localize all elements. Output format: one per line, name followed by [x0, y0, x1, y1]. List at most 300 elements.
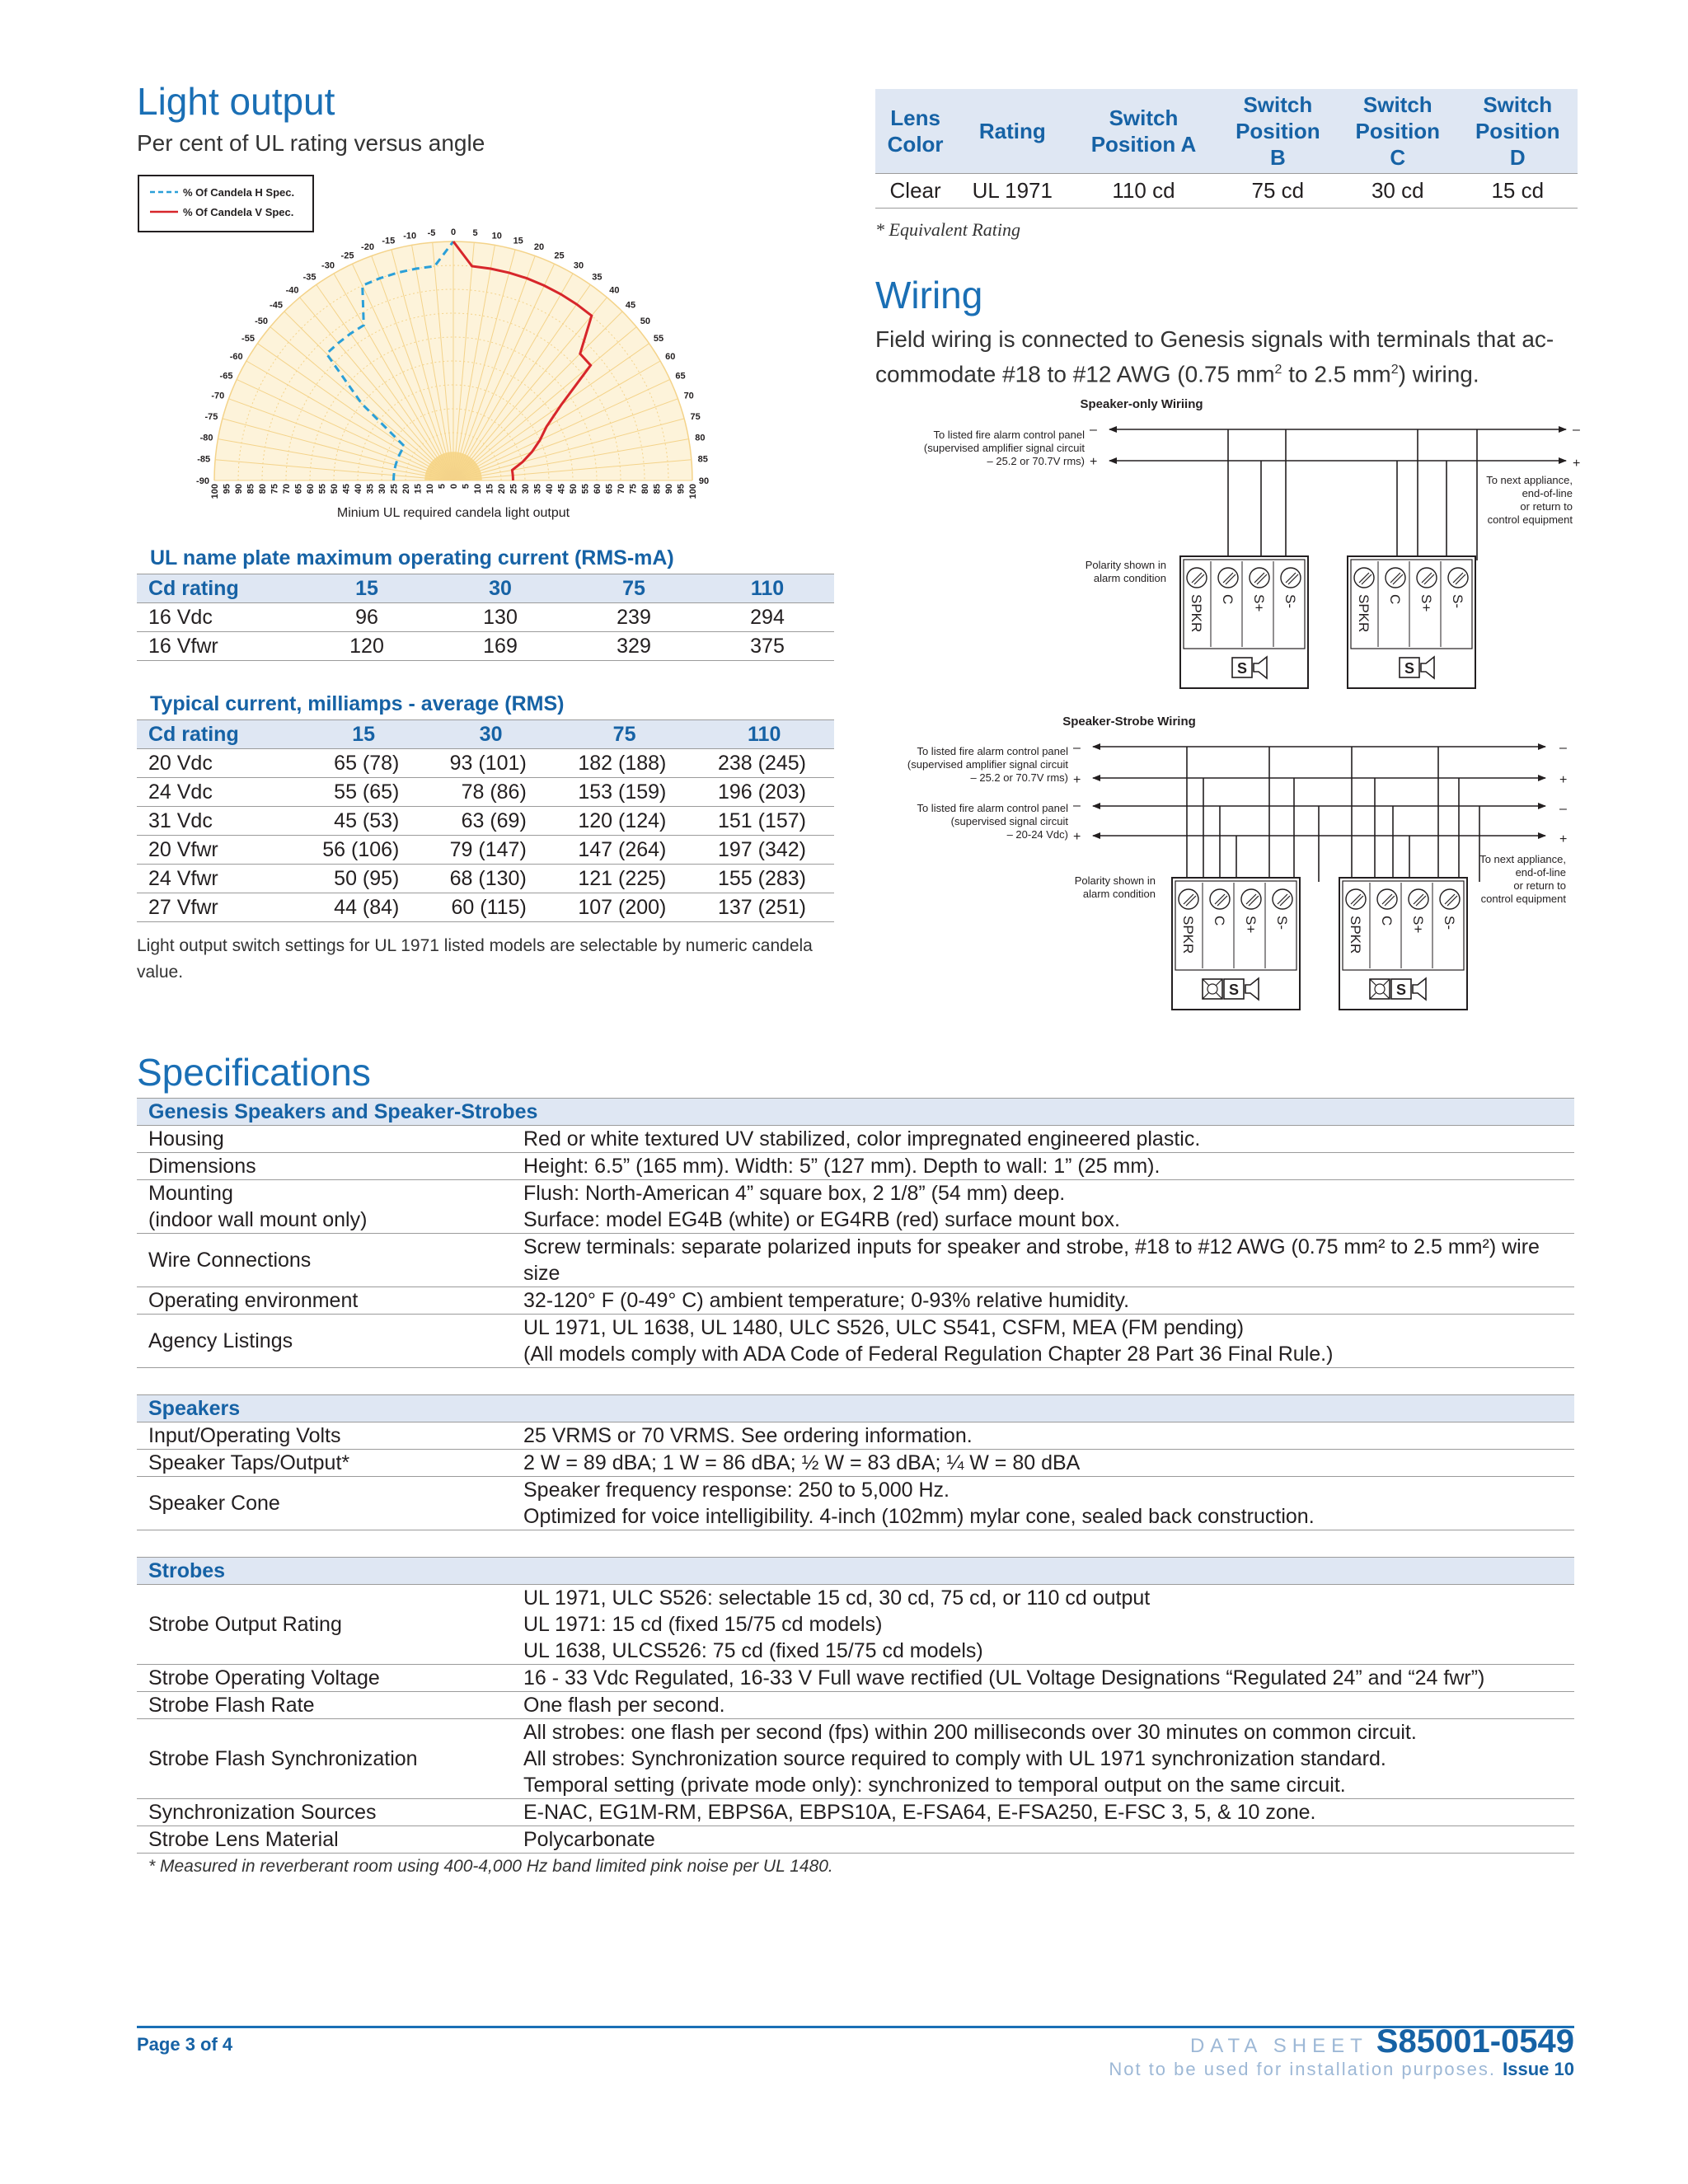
spec-value [512, 1153, 1574, 1180]
angle-label: 90 [698, 476, 710, 486]
angle-label: -30 [321, 260, 335, 271]
axis-tick-label: 85 [246, 484, 256, 494]
table-header-row [875, 89, 1578, 174]
strobe-icon-center [1375, 984, 1385, 994]
spec-table [137, 1098, 1574, 1368]
diagram-text: + [1090, 455, 1098, 469]
diagram-text: S [1228, 982, 1240, 998]
data-sheet-block [1109, 2023, 1574, 2080]
spec-value-line: E-NAC, EG1M-RM, EBPS6A, EBPS10A, E-FSA64, E-FSA250, E-FSC 3, 5, & 10 zone. [523, 1801, 1316, 1824]
cell: 16 Vfwr [137, 632, 300, 661]
angle-label: -20 [361, 242, 374, 253]
axis-tick-label: 100 [210, 484, 220, 499]
axis-tick-label: 90 [234, 484, 244, 494]
axis-tick-label: 75 [270, 484, 280, 494]
spec-value-line: Flush: North-American 4” square box, 2 1/8” (54 mm) deep. [523, 1182, 1066, 1205]
angle-label: -75 [204, 411, 218, 422]
spec-value-line: Height: 6.5” (165 mm). Width: 5” (127 mm). Depth to wall: 1” (25 mm). [523, 1155, 1160, 1178]
spec-value-line: UL 1971, ULC S526: selectable 15 cd, 30 cd, 75 cd, or 110 cd output [523, 1586, 1151, 1610]
col-30: 30 [427, 720, 554, 749]
spec-value-line: Optimized for voice intelligibility. 4-inch (102mm) mylar cone, sealed back construction. [523, 1505, 1315, 1528]
axis-tick-label: 0 [449, 484, 459, 490]
angle-label: -35 [302, 272, 316, 283]
wiring-title: Wiring [875, 274, 983, 316]
lens-header-cell [875, 89, 955, 174]
angle-label: -80 [199, 433, 213, 443]
table-row [137, 1422, 1574, 1450]
cell: 45 (53) [300, 807, 427, 836]
spec-section-header [137, 1099, 1574, 1126]
cell: 75 cd [1218, 174, 1338, 209]
angle-label: 40 [609, 285, 620, 296]
superscript: 2 [1274, 363, 1282, 377]
cell: 79 (147) [427, 836, 554, 865]
diagram-text: Polarity shown in [1074, 874, 1156, 887]
axis-tick-label: 80 [640, 484, 650, 494]
axis-tick-label: 15 [485, 484, 495, 494]
angle-label: 80 [695, 433, 706, 443]
spec-value [512, 1126, 1574, 1153]
diagram-text: (supervised amplifier signal circuit [923, 442, 1085, 454]
table-row [137, 1126, 1574, 1153]
header-line: Rating [978, 119, 1046, 143]
cell: 24 Vdc [137, 778, 300, 807]
typ-table-title: Typical current, milliamps - average (RMS) [150, 692, 565, 715]
spec-value-line: Surface: model EG4B (white) or EG4RB (red) surface mount box. [523, 1208, 1120, 1231]
axis-tick-label: 35 [365, 484, 376, 494]
spec-value [512, 1477, 1574, 1530]
spec-value-line: One flash per second. [523, 1694, 725, 1717]
diagram-text: end-of-line [1522, 487, 1573, 499]
angle-label: -85 [197, 454, 211, 465]
diagram-text: + [1573, 457, 1581, 471]
spec-key [137, 1719, 512, 1799]
spec-key-line: Speaker Taps/Output* [148, 1451, 350, 1474]
section-heading: Strobes [137, 1558, 1574, 1585]
cell: 56 (106) [300, 836, 427, 865]
angle-label: 20 [533, 242, 545, 253]
axis-tick-label: 20 [401, 484, 411, 494]
cell: 20 Vfwr [137, 836, 300, 865]
axis-tick-label: 35 [532, 484, 543, 494]
angle-label: 50 [640, 316, 651, 326]
diagram-text: (supervised signal circuit [950, 815, 1068, 827]
terminal-label: S+ [1243, 916, 1259, 934]
cell: 182 (188) [555, 749, 695, 778]
axis-tick-label: 65 [604, 484, 615, 494]
axis-tick-label: 55 [317, 484, 328, 494]
cell: 238 (245) [694, 749, 834, 778]
diagram-text: + [1073, 773, 1081, 787]
spec-key [137, 1477, 512, 1530]
spec-value [512, 1585, 1574, 1665]
cell: 50 (95) [300, 865, 427, 893]
angle-label: -90 [196, 476, 209, 486]
spec-key-line: Mounting [148, 1182, 233, 1205]
cell: 329 [567, 632, 701, 661]
axis-tick-label: 30 [377, 484, 387, 494]
diagram-text: – 20-24 Vdc) [1006, 828, 1068, 841]
spec-key [137, 1287, 512, 1315]
terminal-label: C [1379, 916, 1395, 926]
spec-key-line: Synchronization Sources [148, 1801, 377, 1824]
terminal-label: SPKR [1356, 594, 1372, 633]
spec-key [137, 1585, 512, 1665]
table-row [137, 1585, 1574, 1665]
axis-tick-label: 45 [341, 484, 352, 494]
data-sheet-label: DATA SHEET [1189, 2035, 1368, 2057]
spec-value-line: 32-120° F (0-49° C) ambient temperature; 0-93% relative humidity. [523, 1289, 1130, 1312]
angle-label: 25 [554, 251, 565, 261]
angle-label: -55 [241, 333, 255, 344]
spec-value [512, 1692, 1574, 1719]
spec-value [512, 1665, 1574, 1692]
cell: 120 [300, 632, 434, 661]
diagram-text: – 25.2 or 70.7V rms) [970, 771, 1068, 784]
diagram-text: Polarity shown in [1085, 559, 1166, 571]
spec-value-line: Temporal setting (private mode only): synchronized to temporal output on the same circuit. [523, 1774, 1346, 1797]
header-line: D [1509, 145, 1526, 170]
terminal-label: S- [1282, 594, 1298, 608]
angle-label: 65 [675, 371, 686, 382]
angle-label: -25 [340, 251, 354, 261]
table-row [137, 1234, 1574, 1287]
col-15: 15 [300, 574, 434, 603]
cell: 151 (157) [694, 807, 834, 836]
superscript: 2 [1390, 363, 1399, 377]
axis-tick-label: 60 [306, 484, 316, 494]
table-row [137, 1799, 1574, 1826]
specifications-tables [137, 1098, 1574, 1877]
lens-switch-table [875, 89, 1578, 209]
diagram-text: To listed fire alarm control panel [917, 745, 1068, 757]
angle-label: 15 [513, 236, 523, 246]
diagram-text: To listed fire alarm control panel [917, 802, 1068, 814]
page-number: Page 3 of 4 [137, 2034, 233, 2055]
table-row [137, 1477, 1574, 1530]
light-output-title: Light output [137, 80, 335, 123]
table-row [137, 1450, 1574, 1477]
diagram-text: S [1236, 660, 1248, 677]
spec-key [137, 1450, 512, 1477]
spec-value [512, 1719, 1574, 1799]
diagram-text: S [1404, 660, 1415, 677]
spec-value-line: All strobes: one flash per second (fps) within 200 milliseconds over 30 minutes on common circuit. [523, 1721, 1417, 1744]
diagram-text: – [1559, 802, 1567, 816]
axis-tick-label: 50 [569, 484, 579, 494]
spec-value-line: (All models comply with ADA Code of Federal Regulation Chapter 28 Part 36 Final Rule.) [523, 1343, 1334, 1366]
spec-key [137, 1665, 512, 1692]
diagram-text: control equipment [1480, 893, 1566, 905]
diagram-text: To listed fire alarm control panel [933, 429, 1085, 441]
axis-tick-label: 15 [413, 484, 424, 494]
light-output-polar-chart [132, 169, 758, 523]
spec-key-line: Strobe Lens Material [148, 1828, 339, 1851]
cell: 110 cd [1069, 174, 1217, 209]
col-110: 110 [694, 720, 834, 749]
spec-value-line: Speaker frequency response: 250 to 5,000 Hz. [523, 1479, 950, 1502]
spec-key [137, 1799, 512, 1826]
table-row [137, 1826, 1574, 1854]
diagram-text: – [1559, 741, 1567, 755]
axis-tick-label: 70 [282, 484, 292, 494]
header-line: Switch [1362, 92, 1432, 117]
table-header-row [137, 574, 834, 603]
lens-header-cell [955, 89, 1069, 174]
cell: 78 (86) [427, 778, 554, 807]
spec-value [512, 1799, 1574, 1826]
light-output-note [137, 933, 862, 985]
cell: 27 Vfwr [137, 893, 300, 922]
angle-label: -40 [285, 285, 299, 296]
angle-label: 0 [450, 227, 457, 237]
angle-label: -15 [382, 236, 396, 246]
cell: 107 (200) [555, 893, 695, 922]
diagram-text: or return to [1513, 879, 1566, 892]
angle-label: 75 [690, 411, 701, 422]
header-line: B [1269, 145, 1286, 170]
issue-number: Issue 10 [1503, 2059, 1574, 2079]
diagram-text: – 25.2 or 70.7V rms) [987, 455, 1085, 467]
angle-label: -70 [211, 391, 225, 401]
spec-value-line: 16 - 33 Vdc Regulated, 16-33 V Full wave rectified (UL Voltage Designations “Regulated 24” and “24 fwr”) [523, 1666, 1485, 1690]
wiring-text-line: Field wiring is connected to Genesis signals with terminals that ac- [875, 326, 1554, 352]
col-cd-rating: Cd rating [137, 720, 300, 749]
axis-tick-label: 95 [222, 484, 232, 494]
axis-tick-label: 50 [330, 484, 340, 494]
spec-value-line: 25 VRMS or 70 VRMS. See ordering information. [523, 1424, 973, 1447]
table-row [137, 893, 834, 922]
table-row [137, 1665, 1574, 1692]
axis-tick-label: 55 [580, 484, 591, 494]
axis-tick-label: 20 [497, 484, 507, 494]
wiring-text-line [875, 354, 1584, 389]
legend-h-spec: % Of Candela H Spec. [183, 186, 295, 199]
spec-key [137, 1315, 512, 1368]
table-row [137, 1180, 1574, 1234]
cell: 20 Vdc [137, 749, 300, 778]
axis-tick-label: 65 [293, 484, 304, 494]
axis-tick-label: 45 [556, 484, 567, 494]
terminal-label: S+ [1418, 594, 1434, 612]
cell: 196 (203) [694, 778, 834, 807]
diagram-text: alarm condition [1093, 572, 1166, 584]
header-line: Color [887, 132, 944, 157]
spec-value [512, 1287, 1574, 1315]
ul-current-table [137, 574, 834, 661]
spec-value-line: 2 W = 89 dBA; 1 W = 86 dBA; ½ W = 83 dBA; ¼ W = 80 dBA [523, 1451, 1081, 1474]
diagram-text: S [1395, 982, 1407, 998]
cell: 55 (65) [300, 778, 427, 807]
cell: 121 (225) [555, 865, 695, 893]
specifications-title: Specifications [137, 1051, 371, 1094]
cell: 169 [434, 632, 567, 661]
diagram-text: – [1090, 423, 1097, 437]
angle-label: 5 [472, 228, 478, 239]
spec-key-line: (indoor wall mount only) [148, 1208, 368, 1231]
cell: 31 Vdc [137, 807, 300, 836]
terminal-label: S- [1442, 916, 1457, 930]
diagram-text: control equipment [1487, 513, 1573, 526]
ul-table-title: UL name plate maximum operating current (RMS-mA) [150, 546, 674, 569]
spec-key-line: Strobe Output Rating [148, 1613, 342, 1636]
table-row [137, 1153, 1574, 1180]
lens-footnote: * Equivalent Rating [875, 219, 1020, 240]
axis-tick-label: 25 [509, 484, 519, 494]
spec-key [137, 1126, 512, 1153]
angle-label: 45 [625, 300, 636, 311]
cell: 294 [701, 603, 834, 632]
col-110: 110 [701, 574, 834, 603]
cell: Clear [875, 174, 955, 209]
spec-value-line: All strobes: Synchronization source required to comply with UL 1971 synchronization standard. [523, 1747, 1386, 1770]
diagram-text: To next appliance, [1479, 853, 1566, 865]
table-row [137, 778, 834, 807]
table-row [137, 749, 834, 778]
header-line: Position [1475, 119, 1560, 143]
axis-tick-label: 100 [688, 484, 698, 499]
terminal-label: S+ [1410, 916, 1426, 934]
axis-tick-label: 10 [425, 484, 435, 494]
terminal-label: S- [1450, 594, 1465, 608]
doc-number: S85001-0549 [1376, 2023, 1574, 2060]
wiring-text [875, 324, 1584, 389]
terminal-label: C [1212, 916, 1227, 926]
chart-legend [138, 176, 313, 232]
cell: 15 cd [1458, 174, 1578, 209]
axis-tick-label: 70 [617, 484, 626, 494]
spec-key-line: Wire Connections [148, 1249, 312, 1272]
spec-key [137, 1826, 512, 1854]
axis-tick-label: 5 [461, 484, 471, 490]
header-line: C [1390, 145, 1406, 170]
diagram-text: Speaker-Strobe Wiring [1062, 715, 1196, 729]
speaker-strobe-wiring [907, 715, 1567, 1010]
cell: 24 Vfwr [137, 865, 300, 893]
angle-label: -60 [229, 352, 243, 362]
note-line: Light output switch settings for UL 1971 listed models are selectable by numeric candela [137, 936, 813, 955]
angle-label: -10 [403, 231, 417, 241]
diagram-text: Speaker-only Wiriing [1080, 397, 1203, 411]
axis-tick-label: 25 [389, 484, 400, 494]
legend-v-spec: % Of Candela V Spec. [183, 206, 294, 218]
cell: 155 (283) [694, 865, 834, 893]
cell: 44 (84) [300, 893, 427, 922]
spec-key [137, 1180, 512, 1234]
spec-value-line: Red or white textured UV stabilized, color impregnated engineered plastic. [523, 1127, 1201, 1151]
header-line: Position [1355, 119, 1441, 143]
cell: 130 [434, 603, 567, 632]
diagram-text: or return to [1520, 500, 1573, 513]
table-row [137, 1315, 1574, 1368]
spec-key-line: Speaker Cone [148, 1492, 280, 1515]
lens-header-cell [1458, 89, 1578, 174]
cell: 153 (159) [555, 778, 695, 807]
angle-label: 70 [683, 391, 694, 401]
strobe-icon-center [1207, 984, 1217, 994]
spec-value [512, 1180, 1574, 1234]
header-line: Position A [1090, 132, 1197, 157]
cell: 375 [701, 632, 834, 661]
terminal-label: SPKR [1180, 916, 1196, 954]
axis-tick-label: 85 [652, 484, 663, 494]
angle-label: 10 [491, 231, 502, 241]
axis-tick-label: 40 [354, 484, 363, 494]
lens-header-cell [1218, 89, 1338, 174]
terminal-label: SPKR [1348, 916, 1363, 954]
spec-key-line: Dimensions [148, 1155, 256, 1178]
angle-label: 30 [573, 260, 584, 271]
table-row [137, 1719, 1574, 1799]
spec-key-line: Housing [148, 1127, 224, 1151]
table-row [137, 865, 834, 893]
spec-key-line: Strobe Flash Rate [148, 1694, 315, 1717]
axis-tick-label: 75 [628, 484, 639, 494]
typical-current-table [137, 719, 834, 922]
diagram-text: – [1073, 741, 1081, 755]
angle-label: -45 [270, 300, 283, 311]
chart-caption: Minium UL required candela light output [336, 506, 570, 520]
diagram-text: – [1073, 799, 1081, 813]
spec-value-line: UL 1971, UL 1638, UL 1480, ULC S526, ULC S541, CSFM, MEA (FM pending) [523, 1316, 1245, 1339]
cell: 96 [300, 603, 434, 632]
cell: 137 (251) [694, 893, 834, 922]
table-row [137, 807, 834, 836]
spec-key [137, 1422, 512, 1450]
angle-label: -5 [427, 228, 436, 239]
col-15: 15 [300, 720, 427, 749]
cell: UL 1971 [955, 174, 1069, 209]
axis-tick-label: 60 [593, 484, 603, 494]
cell: 93 (101) [427, 749, 554, 778]
spec-value [512, 1234, 1574, 1287]
spec-key-line: Strobe Operating Voltage [148, 1666, 380, 1690]
axis-tick-label: 10 [473, 484, 483, 494]
wiring-text-part: to 2.5 mm [1282, 361, 1391, 387]
spec-key [137, 1153, 512, 1180]
terminal-label: C [1220, 594, 1236, 605]
section-heading: Speakers [137, 1395, 1574, 1422]
wiring-text-part: commodate #18 to #12 AWG (0.75 mm [875, 361, 1275, 387]
header-line: Switch [1109, 105, 1179, 130]
spec-value [512, 1450, 1574, 1477]
table-row [137, 632, 834, 661]
spec-value-line: Polycarbonate [523, 1828, 655, 1851]
spec-value-line: UL 1971: 15 cd (fixed 15/75 cd models) [523, 1613, 883, 1636]
header-line: Switch [1243, 92, 1313, 117]
table-row [137, 836, 834, 865]
angle-label: 60 [665, 352, 676, 362]
cell: 197 (342) [694, 836, 834, 865]
section-heading: Genesis Speakers and Speaker-Strobes [137, 1099, 1574, 1126]
diagram-text: To next appliance, [1486, 474, 1573, 486]
spec-key-line: Operating environment [148, 1289, 359, 1312]
angle-label: 35 [592, 272, 603, 283]
diagram-text: + [1559, 773, 1568, 787]
terminal-label: SPKR [1189, 594, 1204, 633]
col-cd-rating: Cd rating [137, 574, 300, 603]
wiring-text-part: ) wiring. [1398, 361, 1479, 387]
cell: 60 (115) [427, 893, 554, 922]
table-row [137, 1692, 1574, 1719]
disclaimer-line [1109, 2059, 1574, 2080]
spec-footnote: * Measured in reverberant room using 400-4,000 Hz band limited pink noise per UL 1480. [148, 1857, 833, 1876]
cell: 239 [567, 603, 701, 632]
angle-label: 55 [653, 333, 664, 344]
spec-value-line: size [523, 1262, 560, 1285]
spec-value [512, 1422, 1574, 1450]
axis-tick-label: 5 [437, 484, 448, 490]
